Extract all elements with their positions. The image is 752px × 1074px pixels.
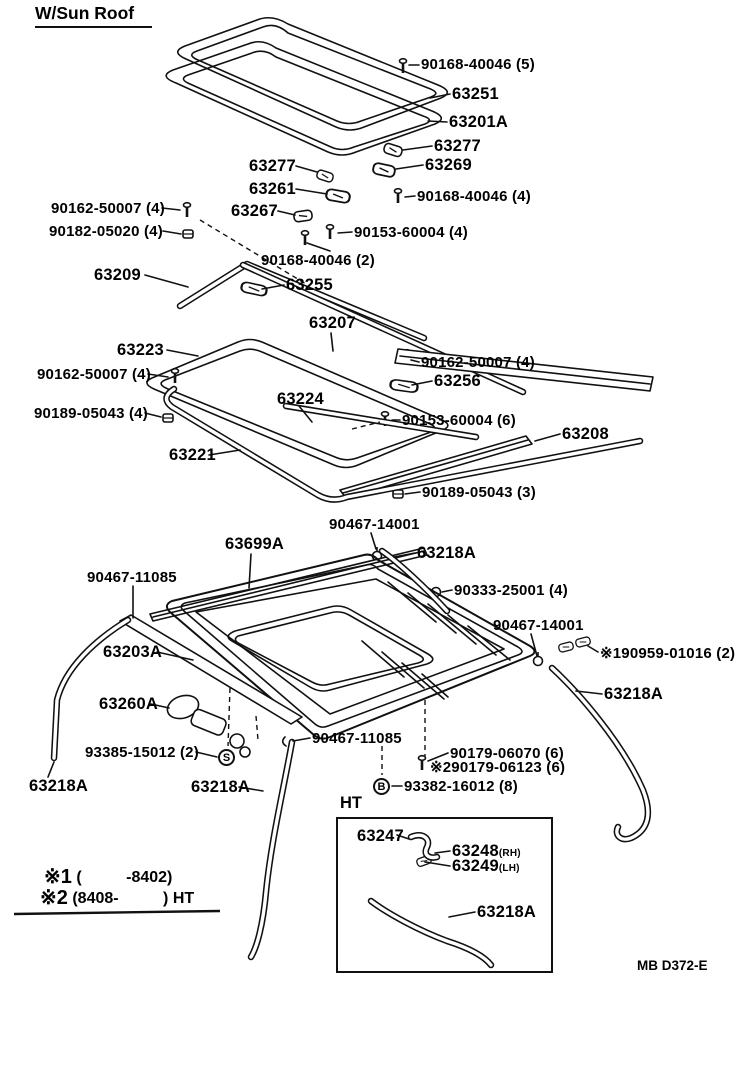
footnote-text: (8408- ) <box>67 890 173 907</box>
bracket-icon <box>293 210 312 222</box>
part-label-63267: 63267 <box>231 202 278 220</box>
side-suffix: (RH) <box>498 848 521 859</box>
screw-icon <box>184 203 191 217</box>
part-label-63277-right: 63277 <box>434 137 481 155</box>
part-label-90179-06123: ※290179-06123 (6) <box>430 759 566 776</box>
part-label-63218A-bottom-left: 63218A <box>29 777 88 795</box>
sunroof-glass-group <box>166 18 447 155</box>
part-label-63218A-inset: 63218A <box>477 903 536 921</box>
screw-icon <box>419 756 426 770</box>
part-label-90467-14001-right: 90467-14001 <box>493 617 584 634</box>
screw-icon <box>327 225 334 239</box>
part-label-90333-25001: 90333-25001 (4) <box>454 582 568 599</box>
part-label-90168-40046-x2: 90168-40046 (2) <box>261 252 375 269</box>
footnote-text: ( -8402) <box>71 869 173 886</box>
footnote-suffix: HT <box>172 890 195 907</box>
clip-icon <box>558 641 574 652</box>
part-label-63218A-center: 63218A <box>191 778 250 796</box>
part-label-90189-05043-x3: 90189-05043 (3) <box>422 484 536 501</box>
part-label-63203A: 63203A <box>103 643 162 661</box>
part-label-63269: 63269 <box>425 156 472 174</box>
part-number: 63249 <box>452 857 499 875</box>
clip-icon <box>372 162 395 177</box>
nut-icon <box>163 414 173 422</box>
part-label-90168-40046-x5: 90168-40046 (5) <box>421 56 535 73</box>
part-label-90959-01016: ※190959-01016 (2) <box>600 645 736 662</box>
part-label-63224: 63224 <box>277 390 324 408</box>
part-label-93385-15012: 93385-15012 (2) <box>85 744 199 761</box>
part-label-63699A: 63699A <box>225 535 284 553</box>
part-number: 63248 <box>452 842 499 860</box>
part-label-63277-left: 63277 <box>249 157 296 175</box>
part-label-90467-11085-top: 90467-11085 <box>87 569 177 586</box>
footnote-2 <box>40 885 194 910</box>
part-label-90162-50007-right: 90162-50007 (4) <box>421 354 535 371</box>
part-label-90162-50007-top: 90162-50007 (4) <box>51 200 165 217</box>
part-label-90189-05043-x4: 90189-05043 (4) <box>34 405 148 422</box>
ht-inset-title: HT <box>340 794 362 812</box>
bracket-icon <box>390 379 418 393</box>
circled-s-marker: S <box>218 749 235 766</box>
part-label-63261: 63261 <box>249 180 296 198</box>
part-label-63209: 63209 <box>94 266 141 284</box>
part-label-90162-50007-left: 90162-50007 (4) <box>37 366 151 383</box>
footnote-marker: ※2 <box>40 887 68 909</box>
part-label-90467-11085-bottom: 90467-11085 <box>312 730 402 747</box>
screw-icon <box>400 59 407 73</box>
part-label-90467-14001-top: 90467-14001 <box>329 516 420 533</box>
screw-icon <box>395 189 402 203</box>
part-label-90153-60004-x4: 90153-60004 (4) <box>354 224 468 241</box>
clip-icon <box>383 142 403 157</box>
part-label-93382-16012: 93382-16012 (8) <box>404 778 518 795</box>
circled-b-marker: B <box>373 778 390 795</box>
part-label-63255: 63255 <box>286 276 333 294</box>
part-label-63251: 63251 <box>452 85 499 103</box>
part-label-90153-60004-x6: 90153-60004 (6) <box>402 412 516 429</box>
footnote-rule <box>14 911 220 914</box>
bracket-icon <box>326 189 351 204</box>
footnote-marker: ※1 <box>44 866 72 888</box>
part-label-90182-05020: 90182-05020 (4) <box>49 223 163 240</box>
part-label-90168-40046-x4: 90168-40046 (4) <box>417 188 531 205</box>
part-label-63207: 63207 <box>309 314 356 332</box>
part-label-63218A-right: 63218A <box>604 685 663 703</box>
page-title: W/Sun Roof <box>35 3 152 28</box>
drawing-code: MB D372-E <box>637 958 708 973</box>
part-label-63218A-top: 63218A <box>417 544 476 562</box>
nut-icon <box>183 230 193 238</box>
part-label-63201A: 63201A <box>449 113 508 131</box>
part-label-63221: 63221 <box>169 446 216 464</box>
part-label-63223: 63223 <box>117 341 164 359</box>
part-label-63260A: 63260A <box>99 695 158 713</box>
part-label-63249 <box>452 858 520 875</box>
grommet-icon <box>534 652 543 666</box>
part-label-90179-06070: 90179-06070 (6) <box>450 745 564 762</box>
part-label-63256: 63256 <box>434 372 481 390</box>
part-label-63208: 63208 <box>562 425 609 443</box>
clip-icon <box>316 169 334 183</box>
side-suffix: (LH) <box>498 863 520 874</box>
part-label-63247: 63247 <box>357 827 404 845</box>
